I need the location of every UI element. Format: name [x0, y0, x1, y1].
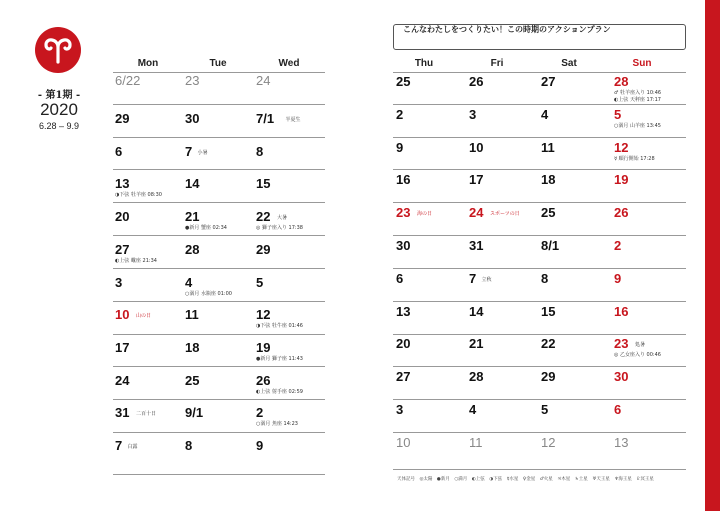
- row-divider: [113, 202, 325, 203]
- row-divider: [393, 469, 686, 470]
- date-number: 24: [469, 205, 484, 221]
- seasonal-term: 大暑: [277, 215, 288, 222]
- date-number: 21: [185, 209, 200, 225]
- aries-logo: [35, 27, 81, 73]
- row-divider: [113, 301, 325, 302]
- date-number: 14: [185, 176, 200, 192]
- astro-note: ◑下弦 牡羊座 08:30: [115, 192, 162, 199]
- date-number: 6: [115, 143, 123, 159]
- date-number: 23: [396, 205, 411, 221]
- astro-note: ●新月 獅子座 11:43: [256, 355, 303, 362]
- seasonal-term: 半夏生: [285, 117, 301, 123]
- date-number: 6: [396, 270, 404, 286]
- seasonal-term: 処暑: [635, 342, 646, 349]
- date-number: 5: [614, 106, 622, 122]
- date-number: 19: [256, 339, 271, 355]
- holiday-label: 山の日: [136, 313, 152, 320]
- day-header: Sun: [632, 58, 652, 69]
- row-divider: [393, 104, 686, 105]
- date-number: 11: [469, 434, 483, 450]
- date-number: 9/1: [185, 405, 204, 421]
- date-number: 4: [469, 402, 477, 417]
- date-number: 16: [396, 172, 411, 188]
- date-number: 7/1: [256, 111, 275, 126]
- astro-note: ◐上弦 天秤座 17:17: [614, 97, 661, 103]
- date-number: 23: [614, 336, 629, 352]
- row-divider: [113, 72, 325, 73]
- date-number: 29: [115, 111, 130, 126]
- row-divider: [393, 202, 686, 203]
- astro-note: ○満月 水瓶座 01:00: [185, 290, 232, 297]
- row-divider: [393, 268, 686, 269]
- day-header: Mon: [137, 58, 159, 69]
- action-plan-label: こんなわたしをつくりたい！この時期のアクションプラン: [403, 25, 611, 34]
- row-divider: [113, 137, 325, 138]
- date-number: 20: [396, 336, 411, 352]
- date-number: 8/1: [541, 238, 560, 253]
- day-header: Tue: [209, 58, 227, 69]
- date-number: 27: [115, 241, 130, 257]
- date-number: 27: [396, 369, 411, 385]
- date-number: 26: [256, 372, 271, 388]
- date-number: 4: [541, 106, 549, 122]
- seasonal-term: 小暑: [197, 149, 208, 156]
- row-divider: [113, 399, 325, 400]
- date-number: 11: [185, 307, 199, 323]
- row-divider: [393, 137, 686, 138]
- date-number: 24: [115, 372, 130, 388]
- seasonal-term: 立秋: [481, 276, 492, 283]
- date-number: 31: [469, 238, 484, 253]
- date-number: 22: [256, 209, 271, 225]
- date-number: 9: [614, 270, 622, 286]
- date-number: 14: [469, 303, 484, 319]
- astro-note: ○満月 山羊座 13:45: [614, 122, 661, 129]
- astro-note: ◐上弦 蠍座 21:34: [115, 257, 157, 264]
- date-number: 2: [396, 106, 404, 122]
- right-edge-bar: [705, 0, 720, 511]
- date-range: 6.28 – 9.9: [38, 121, 80, 131]
- date-number: 7: [469, 270, 477, 286]
- date-number: 9: [256, 438, 264, 453]
- astro-note: ♂ 牡羊座入り 10:46: [614, 90, 662, 96]
- date-number: 3: [469, 106, 477, 122]
- date-number: 3: [396, 402, 404, 417]
- date-number: 26: [469, 74, 484, 89]
- row-divider: [393, 399, 686, 400]
- date-number: 17: [115, 339, 130, 355]
- date-number: 22: [541, 336, 556, 352]
- date-number: 15: [541, 303, 556, 319]
- astro-note: ☿ 順行開始 17:28: [614, 155, 655, 162]
- date-number: 18: [185, 339, 200, 355]
- astro-note: ◎ 乙女座入り 00:46: [614, 352, 661, 359]
- row-divider: [113, 334, 325, 335]
- date-number: 30: [185, 111, 200, 126]
- date-number: 7: [185, 143, 193, 159]
- date-number: 5: [256, 274, 264, 290]
- date-number: 28: [614, 74, 629, 89]
- day-header: Sat: [561, 58, 577, 69]
- date-number: 23: [185, 73, 200, 88]
- day-header: Wed: [278, 58, 300, 69]
- date-number: 13: [396, 303, 411, 319]
- date-number: 26: [614, 205, 629, 221]
- date-number: 21: [469, 336, 484, 352]
- date-number: 8: [256, 143, 264, 159]
- date-number: 28: [185, 241, 200, 257]
- astro-note: ●新月 蟹座 02:34: [185, 225, 227, 232]
- date-number: 13: [614, 434, 629, 450]
- astro-note: ◑下弦 牡牛座 01:46: [256, 323, 303, 330]
- row-divider: [393, 301, 686, 302]
- date-number: 4: [185, 274, 193, 290]
- date-number: 10: [115, 307, 130, 323]
- day-header: Fri: [490, 58, 504, 69]
- row-divider: [393, 169, 686, 170]
- date-number: 6/22: [115, 73, 141, 88]
- date-number: 30: [396, 238, 411, 253]
- astro-note: ○満月 魚座 14:23: [256, 421, 298, 428]
- date-number: 9: [396, 139, 404, 155]
- date-number: 8: [541, 270, 549, 286]
- action-plan-box[interactable]: [393, 24, 686, 50]
- date-number: 27: [541, 74, 556, 89]
- row-divider: [393, 334, 686, 335]
- period-label: - 第1期 -: [37, 90, 81, 101]
- date-number: 25: [541, 205, 556, 221]
- date-number: 29: [541, 369, 556, 385]
- date-number: 5: [541, 402, 549, 417]
- date-number: 12: [541, 434, 556, 450]
- row-divider: [113, 169, 325, 170]
- date-number: 12: [256, 307, 271, 323]
- date-number: 29: [256, 241, 271, 257]
- year-label: 2020: [40, 100, 78, 119]
- date-number: 11: [541, 139, 555, 155]
- date-number: 10: [469, 139, 484, 155]
- date-number: 31: [115, 405, 130, 421]
- date-number: 20: [115, 209, 130, 225]
- date-number: 7: [115, 438, 123, 453]
- row-divider: [113, 268, 325, 269]
- date-number: 2: [256, 405, 264, 421]
- astro-note: ◐上弦 射手座 02:59: [256, 388, 303, 395]
- date-number: 3: [115, 274, 123, 290]
- date-number: 12: [614, 139, 629, 155]
- astro-note: ◎ 獅子座入り 17:38: [256, 225, 303, 232]
- holiday-label: 海の日: [417, 211, 433, 218]
- date-number: 17: [469, 172, 484, 188]
- row-divider: [393, 235, 686, 236]
- date-number: 19: [614, 172, 629, 188]
- row-divider: [393, 366, 686, 367]
- date-number: 24: [256, 73, 271, 88]
- date-number: 18: [541, 172, 556, 188]
- date-number: 28: [469, 369, 484, 385]
- row-divider: [393, 432, 686, 433]
- aries-icon: [43, 36, 73, 64]
- day-header: Thu: [414, 58, 434, 69]
- seasonal-term: 二百十日: [136, 411, 157, 418]
- seasonal-term: 白露: [127, 444, 138, 450]
- date-number: 25: [396, 74, 411, 89]
- date-number: 2: [614, 238, 622, 253]
- legend: 天体記号 ◎太陽 ●新月 ○満月 ◐上弦 ◑下弦 ☿水星 ♀金星 ♂火星 ♃木星 ♄土星 ♅天王星 ♆海王星 ♇冥王星: [397, 477, 654, 482]
- row-divider: [113, 474, 325, 475]
- date-number: 25: [185, 372, 200, 388]
- date-number: 8: [185, 438, 193, 453]
- row-divider: [113, 104, 325, 105]
- date-number: 30: [614, 369, 629, 385]
- date-number: 10: [396, 434, 411, 450]
- row-divider: [113, 432, 325, 433]
- date-number: 13: [115, 176, 130, 192]
- row-divider: [393, 72, 686, 73]
- date-number: 6: [614, 402, 622, 417]
- row-divider: [113, 235, 325, 236]
- row-divider: [113, 366, 325, 367]
- holiday-label: スポーツの日: [490, 211, 520, 218]
- date-number: 16: [614, 303, 629, 319]
- date-number: 15: [256, 176, 271, 192]
